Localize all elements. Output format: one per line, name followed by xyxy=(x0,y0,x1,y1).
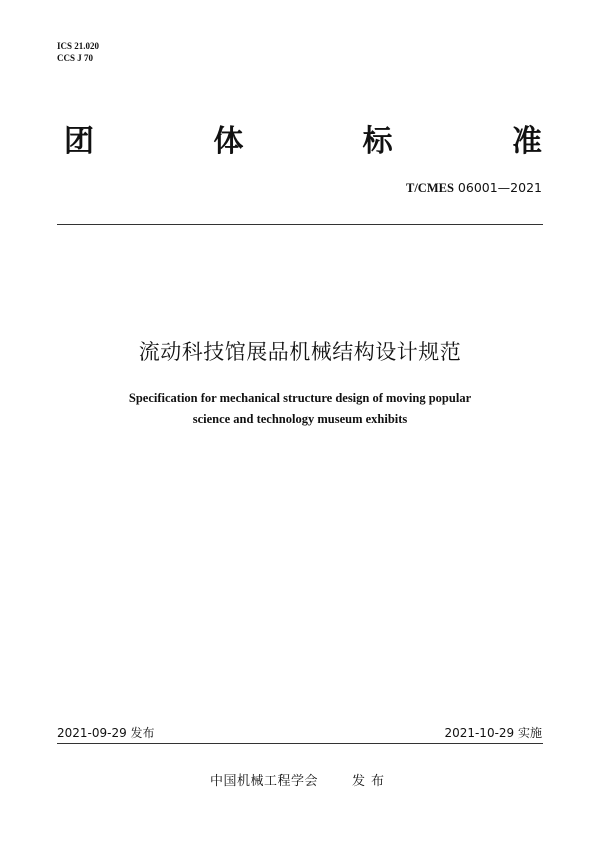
standard-number-prefix: T/CMES xyxy=(406,181,454,195)
standard-type-char: 团 xyxy=(64,124,94,159)
bottom-divider xyxy=(57,743,543,744)
publisher xyxy=(0,773,600,791)
implementation-date: 2021-10-29 实施 xyxy=(444,726,542,740)
title-english-line-1: Specification for mechanical structure design of moving popular xyxy=(128,391,472,405)
standard-type-heading xyxy=(64,124,542,160)
standard-type-char: 体 xyxy=(213,124,244,159)
standard-type-char: 准 xyxy=(511,124,542,159)
title-english xyxy=(0,388,600,430)
title-chinese: 流动科技馆展品机械结构设计规范 xyxy=(138,340,462,364)
publisher-action: 发布 xyxy=(352,774,391,789)
ccs-code: CCS J 70 xyxy=(57,53,94,63)
standard-number-value: 06001—2021 xyxy=(457,180,542,195)
standard-type-char: 标 xyxy=(362,124,393,159)
classification-codes xyxy=(57,40,99,64)
issue-date: 2021-09-29 发布 xyxy=(57,726,155,740)
standard-number xyxy=(406,180,542,196)
title-english-line-2: science and technology museum exhibits xyxy=(192,412,408,426)
top-divider xyxy=(57,224,543,225)
publisher-organization: 中国机械工程学会 xyxy=(209,774,318,789)
ics-code: ICS 21.020 xyxy=(57,41,100,51)
